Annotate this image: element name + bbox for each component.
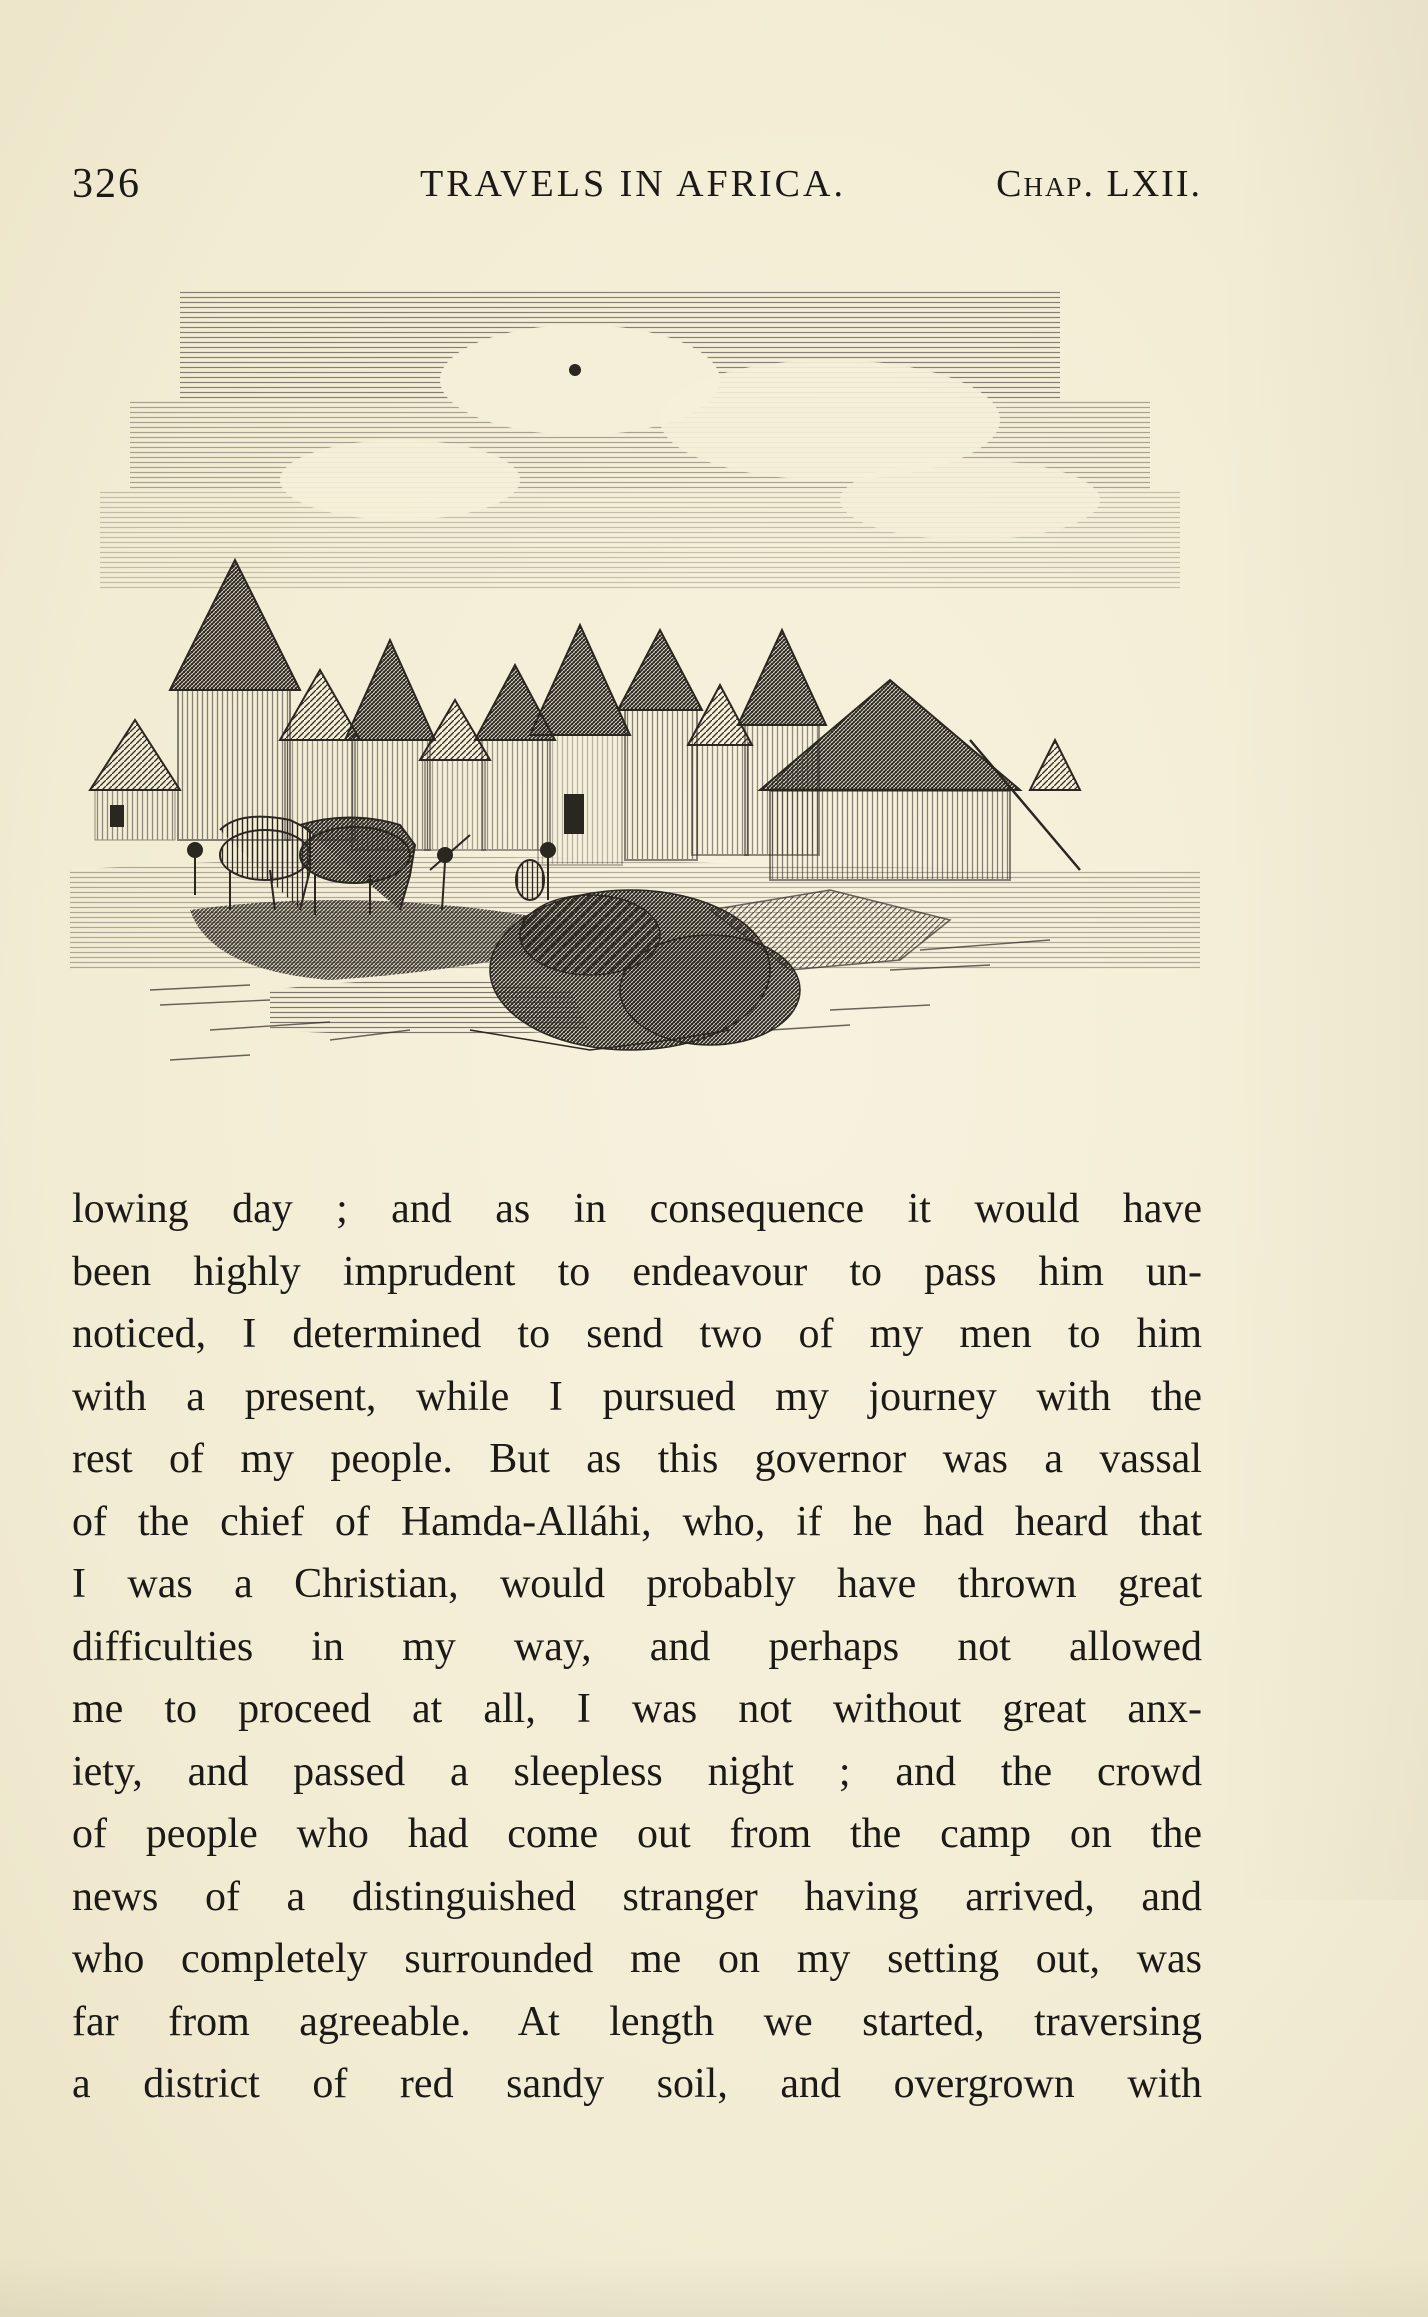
text-line: of people who had come out from the camp on the [72, 1811, 1202, 1857]
text-line: noticed, I determined to send two of my men to him [72, 1311, 1202, 1357]
village-engraving [70, 270, 1200, 1150]
text-line: lowing day ; and as in consequence it would have [72, 1186, 1202, 1232]
text-line: I was a Christian, would probably have thrown great [72, 1561, 1202, 1607]
village-engraving-svg [70, 270, 1200, 1150]
running-title: TRAVELS IN AFRICA. [420, 163, 846, 205]
chapter-label: Chap. LXII. [996, 163, 1202, 205]
text-line: rest of my people. But as this governor was a vassal [72, 1436, 1202, 1482]
page-bottom-shade [0, 2257, 1428, 2317]
text-line: been highly imprudent to endeavour to pass him un- [72, 1248, 1202, 1295]
page-edge-shade [1218, 0, 1428, 1900]
text-line: with a present, while I pursued my journey with the [72, 1373, 1202, 1420]
text-line: me to proceed at all, I was not without great anx- [72, 1686, 1202, 1732]
text-line: a district of red sandy soil, and overgrown with [72, 2061, 1202, 2107]
text-line: far from agreeable. At length we started, traversing [72, 1998, 1202, 2045]
left-hut [90, 720, 180, 840]
running-head [72, 160, 1202, 216]
text-line: who completely surrounded me on my setting out, was [72, 1936, 1202, 1982]
body-text [72, 1178, 1202, 2116]
text-line: news of a distinguished stranger having arrived, and [72, 1873, 1202, 1920]
text-line: iety, and passed a sleepless night ; and the crowd [72, 1748, 1202, 1795]
text-line: difficulties in my way, and perhaps not allowed [72, 1623, 1202, 1670]
text-line: of the chief of Hamda-Alláhi, who, if he had heard that [72, 1498, 1202, 1545]
page-number: 326 [72, 161, 141, 207]
